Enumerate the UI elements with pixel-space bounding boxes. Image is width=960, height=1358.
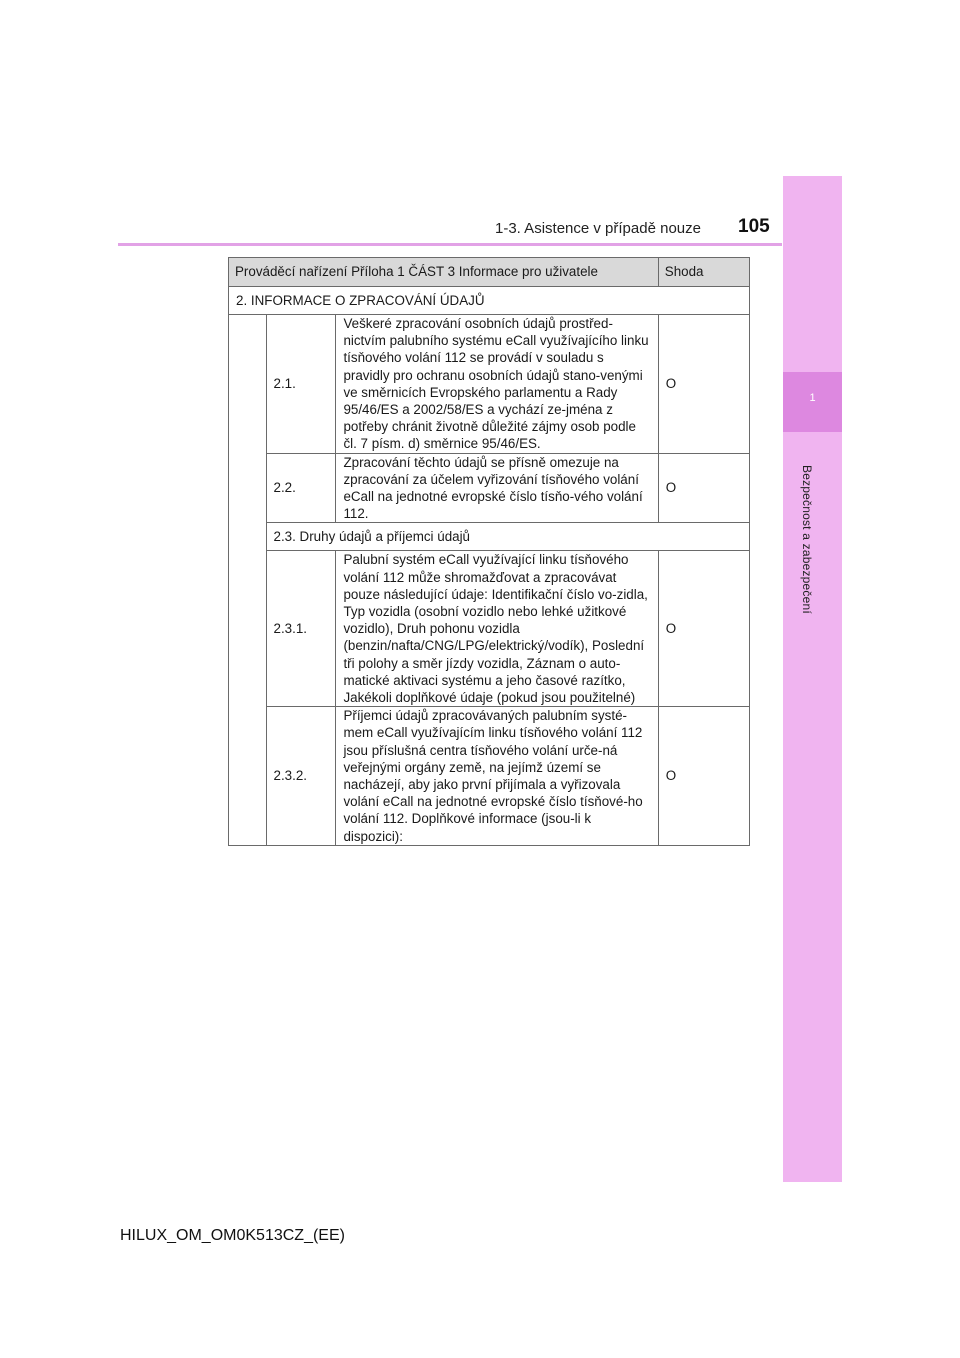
row-number: 2.1. [266, 315, 336, 454]
chapter-title: Bezpečnost a zabezpečení [800, 465, 814, 614]
row-text: Zpracování těchto údajů se přísně omezuje na zpracování za účelem vyřizování tísňového volání eCall na jednotné evropské číslo tísňo-vého volání 112. [336, 453, 658, 523]
row-compliance: O [658, 707, 749, 846]
header-compliance: Shoda [658, 258, 749, 287]
table-row [229, 315, 750, 454]
row-number: 2.3.1. [266, 551, 336, 707]
row-number: 2.2. [266, 453, 336, 523]
section-title: 1-3. Asistence v případě nouze [495, 220, 701, 237]
row-number: 2.3.2. [266, 707, 336, 846]
section-title-2-3: 2.3. Druhy údajů a příjemci údajů [266, 523, 750, 551]
table-row [229, 551, 750, 707]
chapter-sidebar [783, 176, 842, 1182]
document-code: HILUX_OM_OM0K513CZ_(EE) [120, 1227, 345, 1244]
table-row [229, 453, 750, 523]
row-text: Palubní systém eCall využívající linku tísňového volání 112 může shromažďovat a zpracovávat pouze následující údaje: Identifikační číslo vo-zidla, Typ vozidla (osobní vozidlo nebo lehké užitkové vozidlo), Druh pohonu vozidla (benzin/nafta/CNG/LPG/elektrický/vodík), Poslední tři polohy a směr jízdy vozidla, Záznam o auto-matické aktivaci systému a jeho časové razítko, Jakékoli doplňkové údaje (pokud jsou použitelné) [336, 551, 658, 707]
section-row [229, 287, 750, 315]
row-text: Příjemci údajů zpracovávaných palubním systé-mem eCall využívajícím linku tísňového volání 112 jsou příslušná centra tísňového volání urče-ná veřejnými orgány země, na jejímž území se nacházejí, aby jako první přijímala a vyřizovala volání eCall na jednotné evropské číslo tísňové-ho volání 112. Doplňkové informace (jsou-li k dispozici): [336, 707, 658, 846]
section-title-2: 2. INFORMACE O ZPRACOVÁNÍ ÚDAJŮ [229, 287, 750, 315]
table-header-row [229, 258, 750, 287]
subsection-row [229, 523, 750, 551]
ecall-info-table [228, 257, 750, 846]
row-compliance: O [658, 315, 749, 454]
page-number: 105 [738, 216, 770, 237]
row-compliance: O [658, 453, 749, 523]
chapter-number: 1 [809, 392, 816, 404]
row-compliance: O [658, 551, 749, 707]
header-divider [118, 243, 782, 246]
table-row [229, 707, 750, 846]
header-regulation: Prováděcí nařízení Příloha 1 ČÁST 3 Informace pro uživatele [229, 258, 659, 287]
row-text: Veškeré zpracování osobních údajů prostřed-nictvím palubního systému eCall využívajícího linku tísňového volání 112 se provádí v souladu s pravidly pro ochranu osobních údajů stano-venými ve směrnicích Evropského parlamentu a Rady 95/46/ES a 2002/58/ES a vychází ze-jména z potřeby chránit životně důležité zájmy osob podle čl. 7 písm. d) směrnice 95/46/ES. [336, 315, 658, 454]
indent-cell [229, 315, 267, 846]
